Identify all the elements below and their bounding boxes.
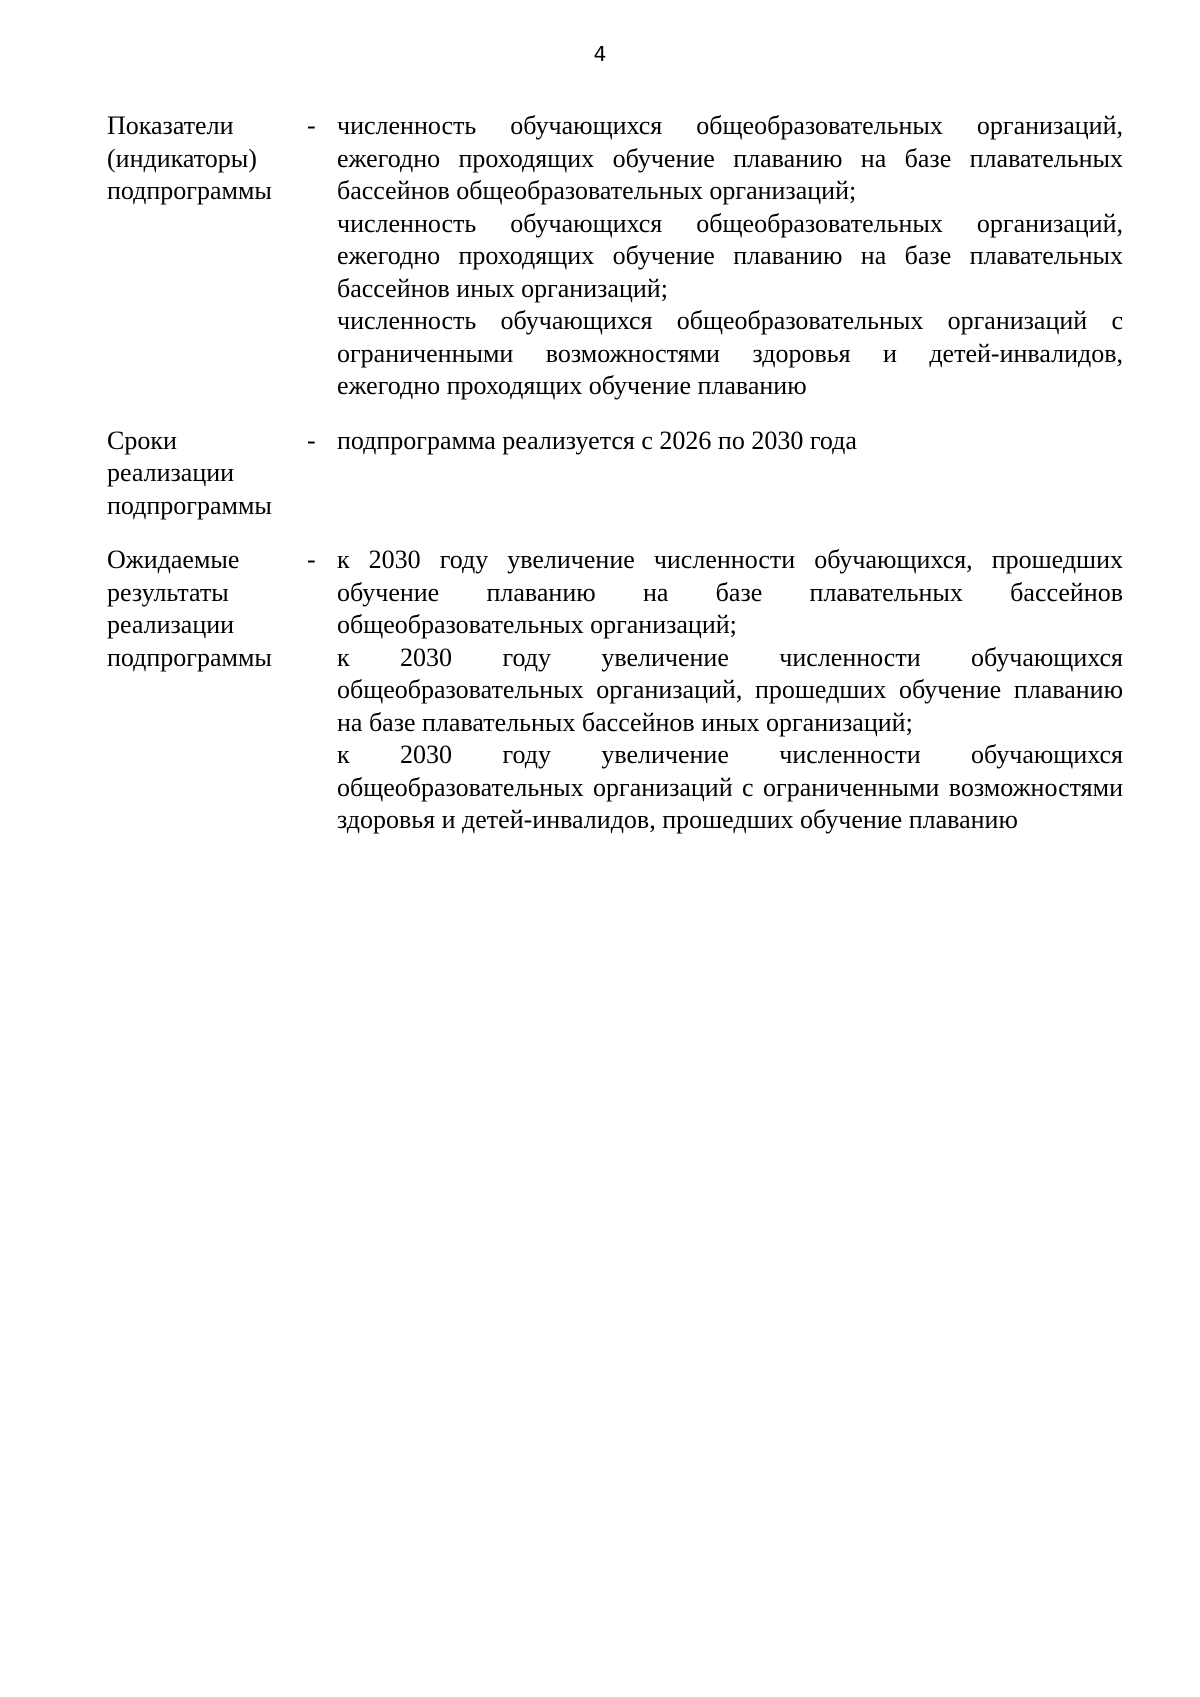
expected-results-label-line: реализации <box>107 610 235 639</box>
indicator-item: численность обучающихся общеобразовательных организаций, ежегодно проходящих обучение плаванию на базе плавательных бассейнов иных организаций; <box>337 208 1123 303</box>
indicators-label-line: (индикаторы) <box>107 143 257 173</box>
expected-results-row <box>0 544 1200 837</box>
page-number: 4 <box>593 42 607 66</box>
timeframe-content <box>337 425 1123 523</box>
timeframe-label-line: Сроки <box>107 425 177 455</box>
timeframe-item: подпрограмма реализуется с 2026 по 2030 года <box>337 425 857 455</box>
timeframe-label-line: подпрограммы <box>107 490 272 520</box>
indicators-label-line: подпрограммы <box>107 176 272 205</box>
row-dash: - <box>307 545 316 574</box>
row-dash: - <box>307 111 316 140</box>
expected-results-label <box>107 544 297 674</box>
indicator-item: численность обучающихся общеобразовательных организаций с ограниченными возможностями здоровья и детей-инвалидов, ежегодно проходящих обучение плаванию <box>337 306 1123 400</box>
timeframe-row <box>0 425 1200 523</box>
expected-result-item: к 2030 году увеличение численности обучающихся общеобразовательных организаций с ограниченными возможностями здоровья и детей-инвалидов, прошедших обучение плаванию <box>337 740 1123 834</box>
expected-results-content <box>337 544 1123 837</box>
expected-results-label-line: результаты <box>107 577 229 607</box>
expected-results-label-line: Ожидаемые <box>107 545 240 574</box>
timeframe-label-line: реализации <box>107 458 235 487</box>
expected-result-item: к 2030 году увеличение численности обучающихся общеобразовательных организаций, прошедших обучение плаванию на базе плавательных бассейнов иных организаций; <box>337 642 1123 737</box>
subprogram-passport <box>0 110 1200 859</box>
timeframe-label <box>107 425 297 523</box>
indicator-item: численность обучающихся общеобразовательных организаций, ежегодно проходящих обучение плаванию на базе плавательных бассейнов общеобразовательных организаций; <box>337 111 1123 205</box>
indicators-label-line: Показатели <box>107 111 234 140</box>
indicators-content <box>337 110 1123 403</box>
row-dash: - <box>307 425 316 455</box>
expected-results-label-line: подпрограммы <box>107 642 272 672</box>
expected-result-item: к 2030 году увеличение численности обучающихся, прошедших обучение плаванию на базе плавательных бассейнов общеобразовательных организаций; <box>337 545 1123 639</box>
indicators-row <box>0 110 1200 403</box>
indicators-label <box>107 110 297 208</box>
